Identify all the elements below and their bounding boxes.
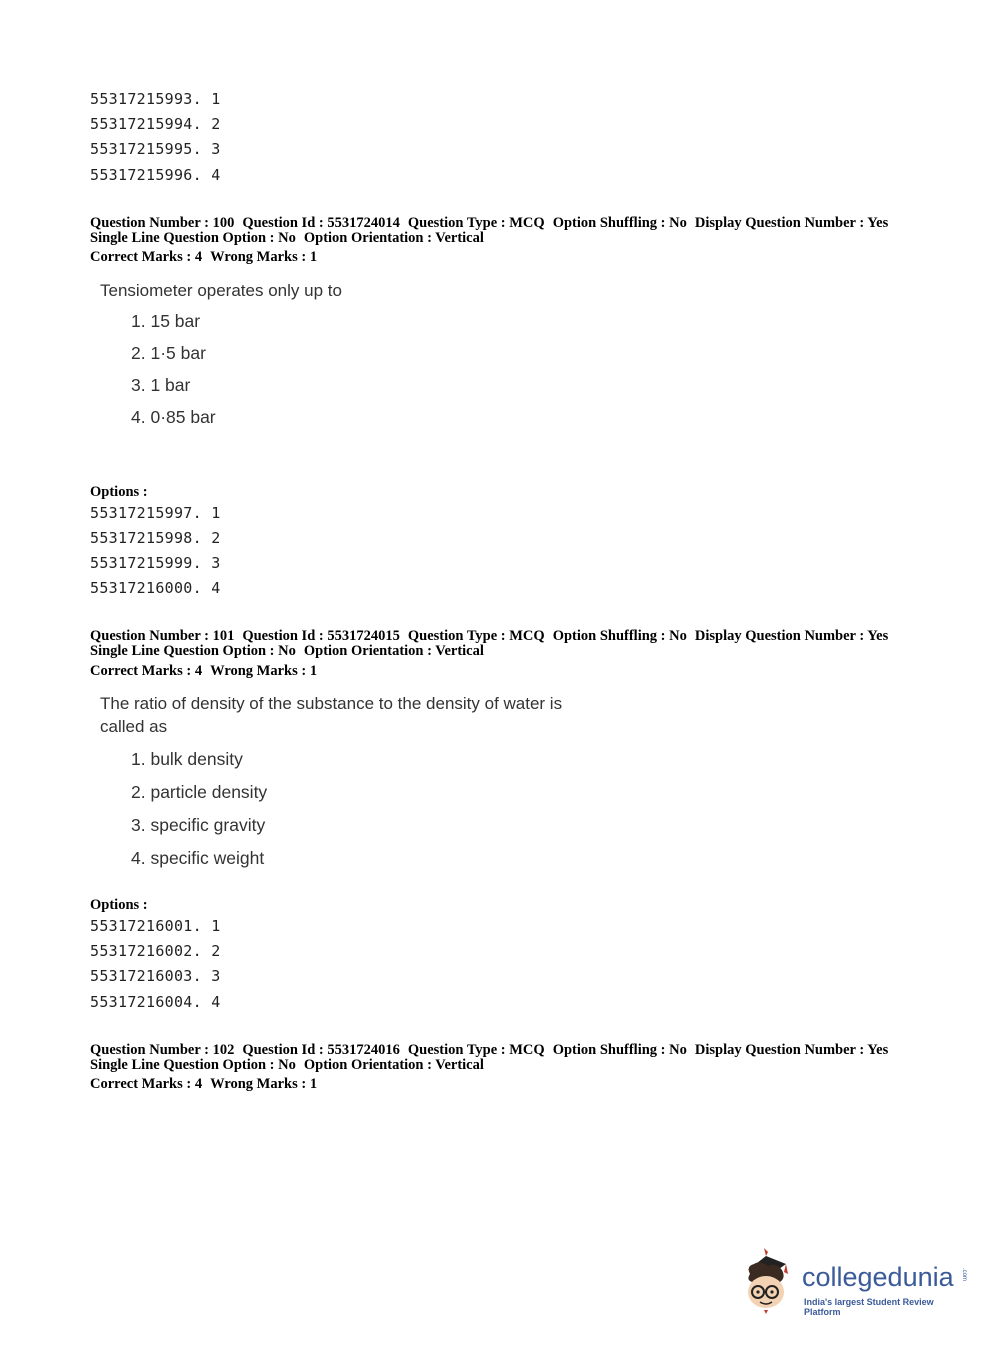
answer-choice: 4. 0·85 bar bbox=[131, 407, 216, 427]
answer-choice: 4. specific weight bbox=[131, 848, 265, 868]
option-id-line: 55317215998. 2 bbox=[90, 529, 221, 547]
question-number: Question Number : 102 bbox=[90, 1042, 235, 1058]
wrong-marks: Wrong Marks : 1 bbox=[210, 1076, 318, 1092]
question-meta-line2 bbox=[90, 231, 492, 246]
logo-com: .com bbox=[961, 1268, 967, 1282]
display-question-number: Display Question Number : Yes bbox=[694, 628, 889, 644]
option-id-line: 55317216003. 3 bbox=[90, 967, 221, 985]
question-text-line1: The ratio of density of the substance to the density of water is bbox=[100, 694, 563, 713]
correct-marks: Correct Marks : 4 bbox=[90, 1076, 203, 1092]
option-id-line: 55317215996. 4 bbox=[90, 166, 221, 184]
option-id-line: 55317216000. 4 bbox=[90, 579, 221, 597]
question-meta-line1 bbox=[90, 1043, 896, 1058]
answer-choice: 3. 1 bar bbox=[131, 375, 191, 395]
logo-tagline: India's largest Student Review Platform bbox=[804, 1297, 934, 1317]
question-meta-line1 bbox=[90, 216, 896, 231]
question-id: Question Id : 5531724014 bbox=[242, 215, 400, 231]
single-line-option: Single Line Question Option : No bbox=[90, 1057, 296, 1073]
mascot-icon bbox=[742, 1248, 802, 1318]
option-id-line: 55317216004. 4 bbox=[90, 993, 221, 1011]
question-type: Question Type : MCQ bbox=[407, 1042, 545, 1058]
question-text: Tensiometer operates only up to bbox=[100, 281, 342, 300]
option-id-line: 55317216002. 2 bbox=[90, 942, 221, 960]
wrong-marks: Wrong Marks : 1 bbox=[210, 663, 318, 679]
collegedunia-logo bbox=[742, 1248, 972, 1318]
answer-choice: 1. bulk density bbox=[131, 749, 243, 769]
correct-marks: Correct Marks : 4 bbox=[90, 663, 203, 679]
question-marks bbox=[90, 664, 325, 679]
question-marks bbox=[90, 1077, 325, 1092]
question-text-line2: called as bbox=[100, 717, 168, 736]
correct-marks: Correct Marks : 4 bbox=[90, 249, 203, 265]
question-meta-line2 bbox=[90, 1058, 492, 1073]
options-label: Options : bbox=[90, 897, 148, 913]
answer-choice: 2. particle density bbox=[131, 782, 268, 802]
answer-choice: 2. 1·5 bar bbox=[131, 343, 206, 363]
option-orientation: Option Orientation : Vertical bbox=[303, 230, 484, 246]
question-number: Question Number : 101 bbox=[90, 628, 235, 644]
option-id-line: 55317216001. 1 bbox=[90, 917, 221, 935]
option-id-line: 55317215999. 3 bbox=[90, 554, 221, 572]
display-question-number: Display Question Number : Yes bbox=[694, 215, 889, 231]
option-shuffling: Option Shuffling : No bbox=[552, 1042, 687, 1058]
option-shuffling: Option Shuffling : No bbox=[552, 628, 687, 644]
question-meta-line1 bbox=[90, 629, 896, 644]
option-id-line: 55317215997. 1 bbox=[90, 504, 221, 522]
option-id-line: 55317215993. 1 bbox=[90, 90, 221, 108]
question-id: Question Id : 5531724016 bbox=[242, 1042, 400, 1058]
question-meta-line2 bbox=[90, 644, 492, 659]
option-orientation: Option Orientation : Vertical bbox=[303, 643, 484, 659]
logo-wordmark: collegedunia bbox=[802, 1262, 954, 1292]
question-marks bbox=[90, 250, 325, 265]
question-type: Question Type : MCQ bbox=[407, 628, 545, 644]
single-line-option: Single Line Question Option : No bbox=[90, 643, 296, 659]
answer-choice: 3. specific gravity bbox=[131, 815, 266, 835]
question-number: Question Number : 100 bbox=[90, 215, 235, 231]
option-id-line: 55317215994. 2 bbox=[90, 115, 221, 133]
option-shuffling: Option Shuffling : No bbox=[552, 215, 687, 231]
options-label: Options : bbox=[90, 484, 148, 500]
option-orientation: Option Orientation : Vertical bbox=[303, 1057, 484, 1073]
question-id: Question Id : 5531724015 bbox=[242, 628, 400, 644]
wrong-marks: Wrong Marks : 1 bbox=[210, 249, 318, 265]
answer-choice: 1. 15 bar bbox=[131, 311, 201, 331]
single-line-option: Single Line Question Option : No bbox=[90, 230, 296, 246]
question-type: Question Type : MCQ bbox=[407, 215, 545, 231]
display-question-number: Display Question Number : Yes bbox=[694, 1042, 889, 1058]
option-id-line: 55317215995. 3 bbox=[90, 140, 221, 158]
